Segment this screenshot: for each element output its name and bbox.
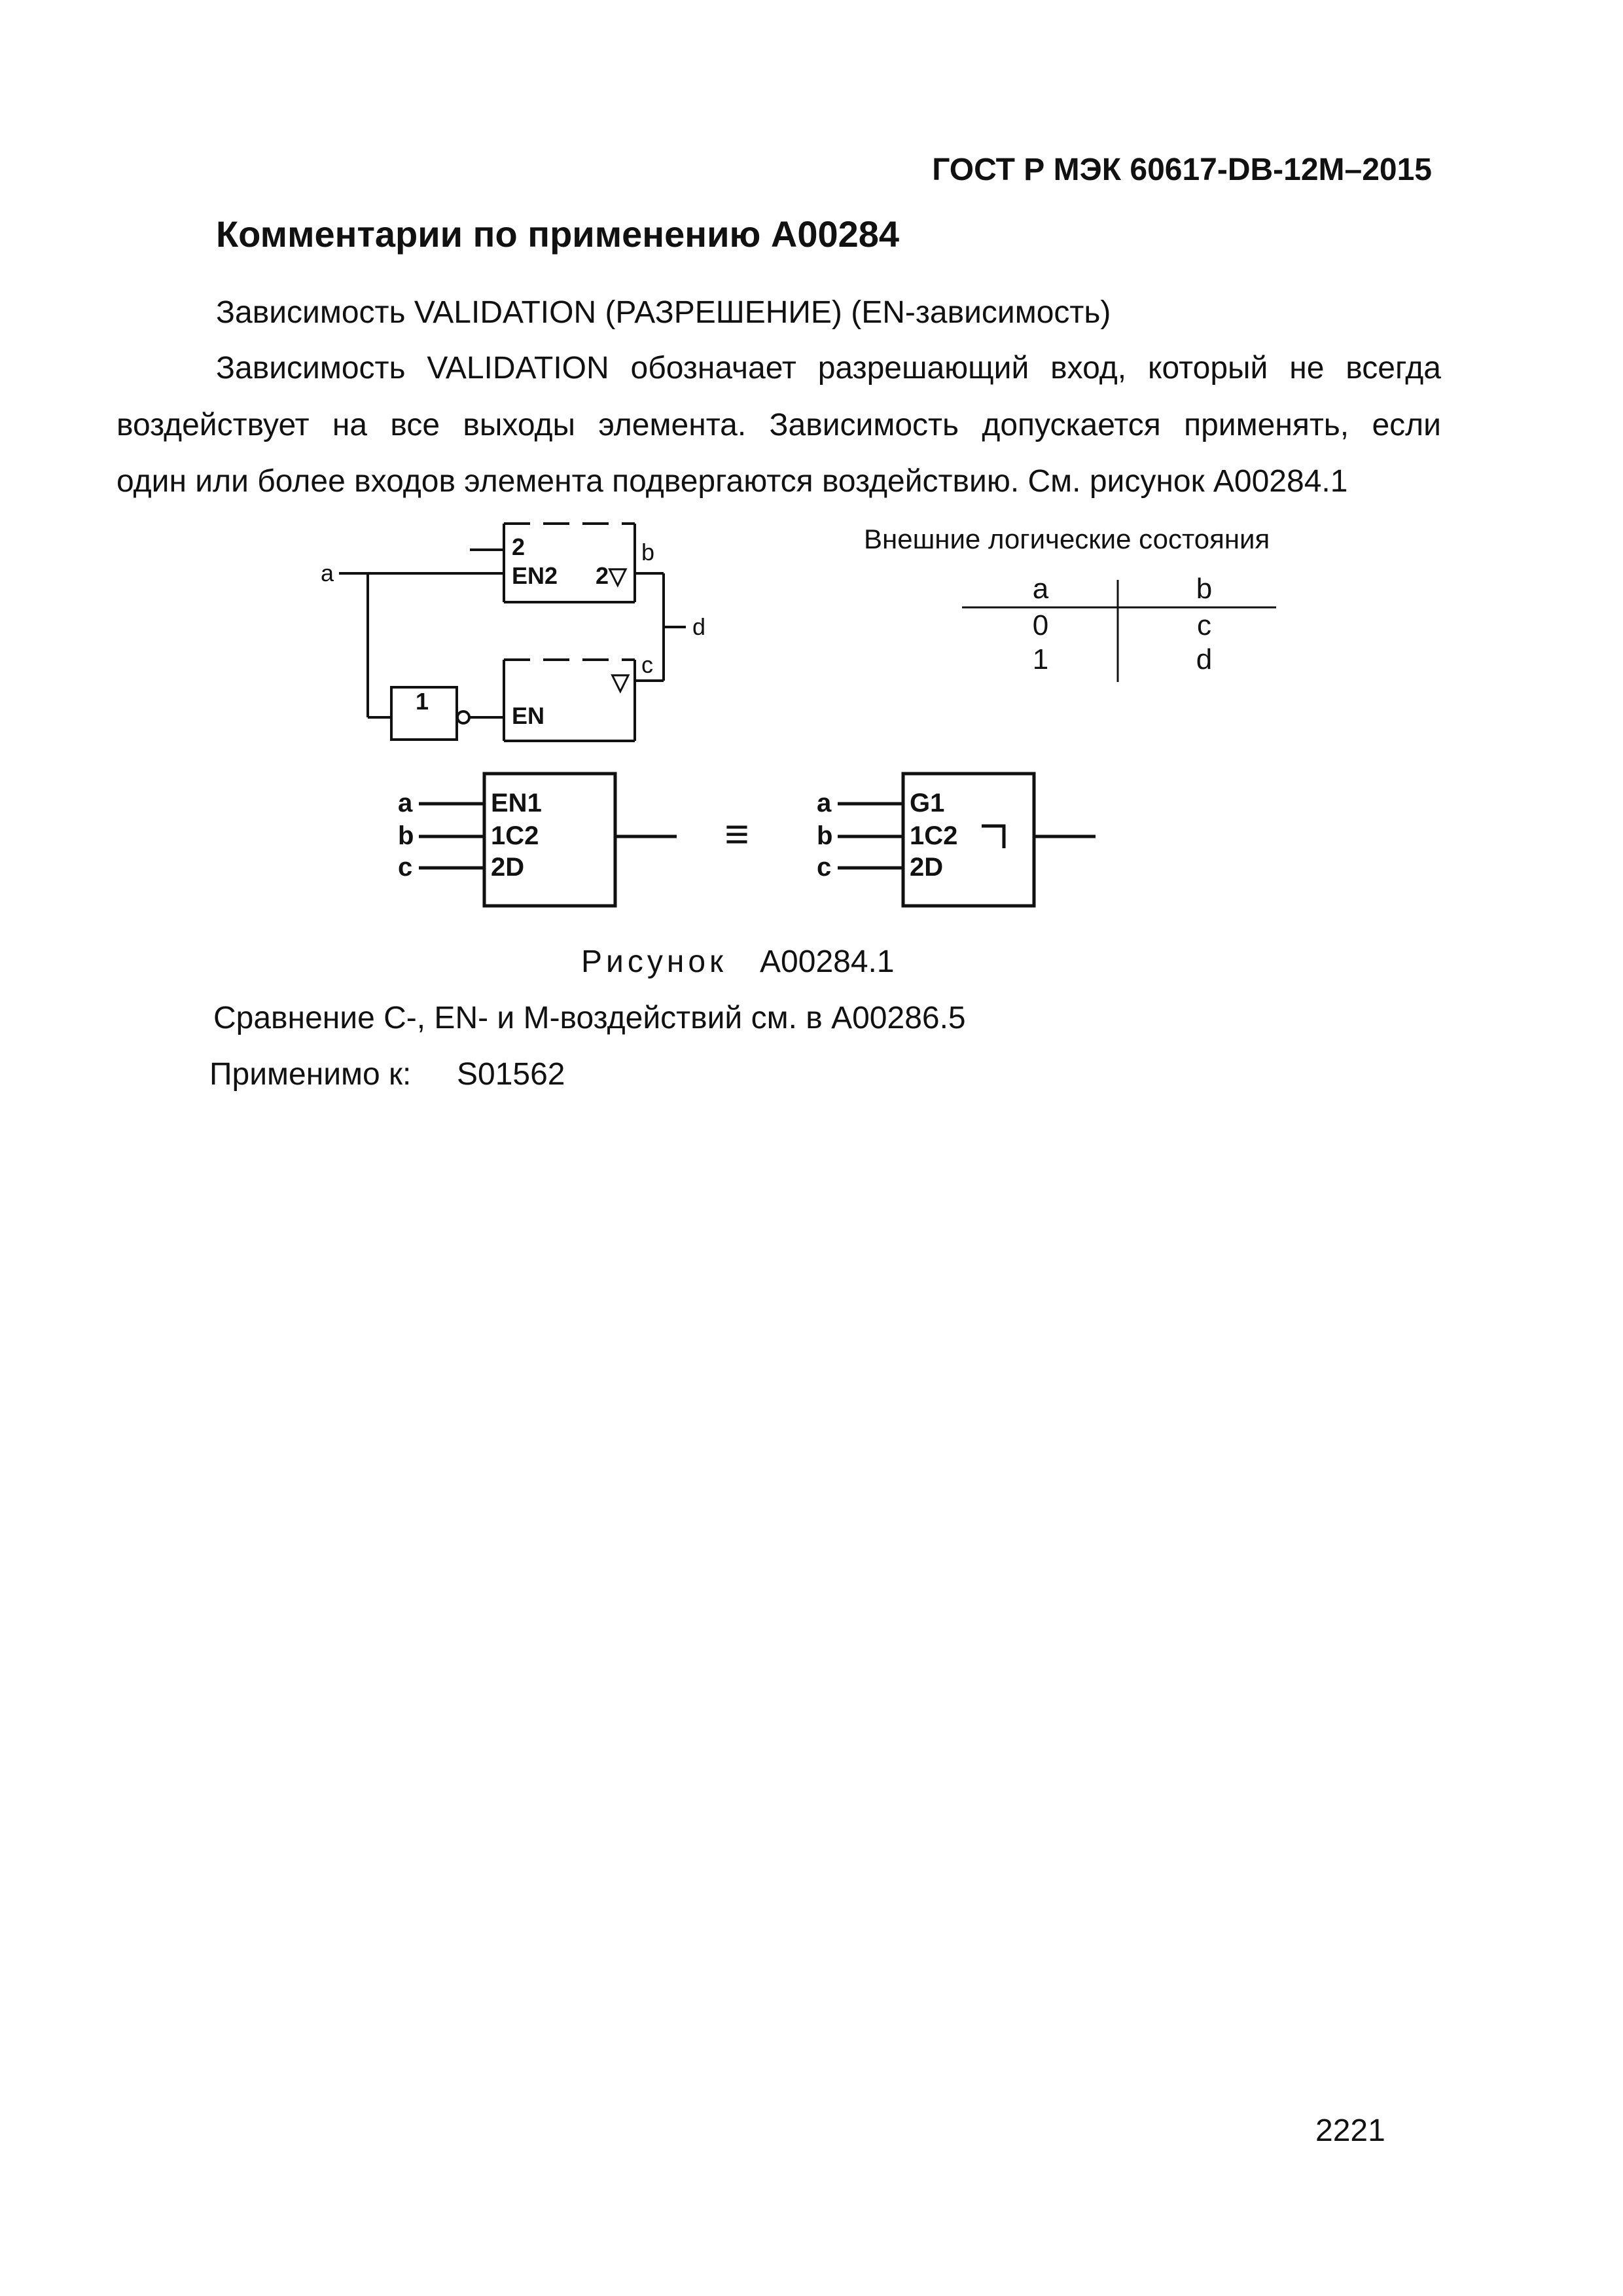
enable-circuit-diagram (308, 511, 713, 759)
right-input-a: a (817, 789, 832, 817)
body-line-3: один или более входов элемента подвергаются воздействию. См. рисунок A00284.1 (116, 464, 1348, 499)
truth-table-header-a: a (1032, 573, 1049, 605)
truth-table-cell: c (1197, 609, 1211, 641)
figure-caption (581, 944, 895, 980)
left-box-label: 2D (491, 853, 525, 882)
body-line-1: Зависимость VALIDATION обозначает разрешающий вход, который не всегда (216, 351, 1441, 386)
truth-table-cell: d (1196, 643, 1213, 675)
circuit-input-a: a (321, 560, 334, 586)
truth-table-title: Внешние логические состояния (864, 524, 1270, 554)
circuit-output-d: d (692, 613, 706, 640)
right-box-label: G1 (910, 789, 945, 817)
upper-box-input-label: 2 (512, 533, 526, 560)
upper-box-output-label: 2▽ (596, 562, 627, 589)
page-number: 2221 (1315, 2113, 1385, 2148)
document-code: ГОСТ Р МЭК 60617-DB-12M–2015 (932, 152, 1432, 187)
equivalence-symbol: ≡ (724, 810, 749, 857)
applicable-label: Применимо к: (209, 1057, 412, 1092)
left-input-a: a (398, 789, 413, 817)
right-box-label: 1C2 (910, 821, 958, 850)
left-box-label: 1C2 (491, 821, 539, 850)
right-box-label: 2D (910, 853, 944, 882)
circuit-output-c: c (641, 651, 653, 678)
comparison-note: Сравнение C-, EN- и M-воздействий см. в A00286.5 (213, 1001, 966, 1035)
right-input-b: b (817, 821, 833, 850)
truth-table-cell: 1 (1032, 643, 1049, 675)
upper-box-enable-label: EN2 (512, 562, 558, 589)
left-input-c: c (398, 853, 413, 882)
figure-caption-label: Рисунок (581, 944, 728, 979)
body-line-2: воздействует на все выходы элемента. Зависимость допускается применять, если (116, 408, 1441, 442)
subtitle-paragraph: Зависимость VALIDATION (РАЗРЕШЕНИЕ) (EN-зависимость) (216, 295, 1111, 330)
lower-box-enable-label: EN (512, 702, 545, 729)
applicable-value: S01562 (457, 1057, 565, 1092)
inverter-label: 1 (416, 688, 429, 715)
right-input-c: c (817, 853, 832, 882)
lower-box-output-label: ▽ (611, 668, 630, 695)
left-box-label: EN1 (491, 789, 542, 817)
truth-table-cell: 0 (1032, 609, 1049, 641)
truth-table (851, 517, 1322, 687)
left-input-b: b (398, 821, 414, 850)
truth-table-header-b: b (1196, 573, 1213, 605)
equivalence-diagram (380, 766, 1099, 916)
page-title: Комментарии по применению A00284 (216, 213, 900, 255)
circuit-output-b: b (641, 539, 655, 565)
figure-caption-number: A00284.1 (760, 944, 895, 979)
